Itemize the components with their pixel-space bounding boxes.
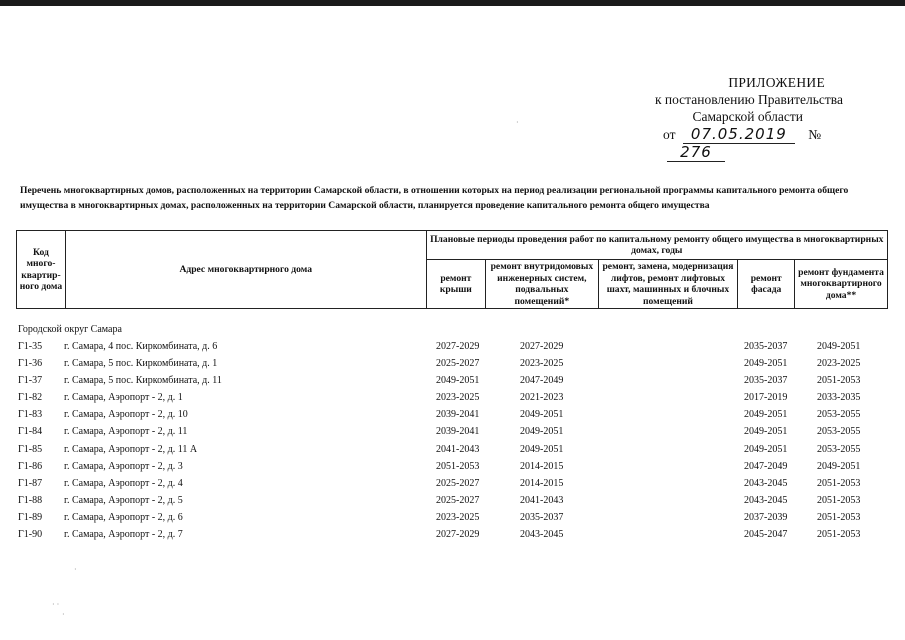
appendix-title: ПРИЛОЖЕНИЕ xyxy=(728,75,825,90)
section-city-samara: Городской округ Самара xyxy=(18,324,122,335)
table-row xyxy=(16,492,888,509)
cell-address: г. Самара, Аэропорт - 2, д. 3 xyxy=(64,460,183,472)
cell-facade: 2047-2049 xyxy=(744,460,788,472)
cell-facade: 2049-2051 xyxy=(744,426,788,438)
cell-facade: 2043-2045 xyxy=(744,477,788,489)
table-row xyxy=(16,441,888,458)
appendix-block xyxy=(583,74,843,162)
cell-engineering: 2043-2045 xyxy=(520,529,564,541)
cell-code: Г1-35 xyxy=(18,341,43,352)
rows-container xyxy=(16,338,888,543)
scan-speck: · xyxy=(516,118,519,127)
cell-address: г. Самара, Аэропорт - 2, д. 11 xyxy=(64,426,188,438)
cell-address: г. Самара, Аэропорт - 2, д. 7 xyxy=(64,529,183,541)
table-row xyxy=(16,338,888,355)
table-row xyxy=(16,423,888,440)
cell-roof: 2023-2025 xyxy=(436,511,480,523)
header-foundation: ремонт фундамента многоквартирного дома** xyxy=(795,260,888,309)
cell-engineering: 2021-2023 xyxy=(520,392,564,404)
document-title: Перечень многоквартирных домов, расположенных на территории Самарской области, в отношении которых на период реализации региональной программы капитального ремонта общего имущества в многоквартирных домах, расположенных на территории Самарской области, планируется проведение капитального ремонта общего имущества xyxy=(20,185,849,211)
header-periods: Плановые периоды проведения работ по капитальному ремонту общего имущества в многоквартирных домах, годы xyxy=(426,231,887,260)
cell-roof: 2039-2041 xyxy=(436,426,480,438)
cell-roof: 2025-2027 xyxy=(436,494,480,506)
cell-roof: 2049-2051 xyxy=(436,375,480,387)
cell-engineering: 2014-2015 xyxy=(520,477,564,489)
cell-code: Г1-90 xyxy=(18,529,43,541)
table-row xyxy=(16,355,888,372)
table-row xyxy=(16,406,888,423)
cell-engineering: 2049-2051 xyxy=(520,426,564,438)
cell-code: Г1-88 xyxy=(18,494,43,506)
cell-foundation: 2033-2035 xyxy=(817,392,861,404)
cell-roof: 2027-2029 xyxy=(436,529,480,541)
table-row xyxy=(16,389,888,406)
cell-facade: 2043-2045 xyxy=(744,494,788,506)
header-roof: ремонт крыши xyxy=(426,260,486,309)
cell-foundation: 2023-2025 xyxy=(817,358,861,370)
cell-address: г. Самара, 5 пос. Киркомбината, д. 11 xyxy=(64,375,222,387)
scan-speck: · · xyxy=(52,600,60,609)
cell-foundation: 2051-2053 xyxy=(817,511,861,523)
cell-foundation: 2049-2051 xyxy=(817,460,861,472)
cell-roof: 2023-2025 xyxy=(436,392,480,404)
cell-facade: 2035-2037 xyxy=(744,375,788,387)
appendix-line-region: Самарской области xyxy=(692,109,803,124)
cell-foundation: 2053-2055 xyxy=(817,443,861,455)
cell-facade: 2037-2039 xyxy=(744,511,788,523)
appendix-date-line xyxy=(583,126,843,162)
cell-facade: 2049-2051 xyxy=(744,443,788,455)
cell-address: г. Самара, Аэропорт - 2, д. 5 xyxy=(64,494,183,506)
cell-engineering: 2035-2037 xyxy=(520,511,564,523)
cell-address: г. Самара, Аэропорт - 2, д. 10 xyxy=(64,409,188,421)
scan-speck: · xyxy=(62,610,65,619)
handwritten-number: 276 xyxy=(667,144,725,162)
cell-address: г. Самара, Аэропорт - 2, д. 11 А xyxy=(64,443,198,455)
table-row xyxy=(16,509,888,526)
cell-address: г. Самара, Аэропорт - 2, д. 6 xyxy=(64,511,183,523)
header-address: Адрес многоквартирного дома xyxy=(65,231,426,309)
cell-code: Г1-36 xyxy=(18,358,43,370)
cell-address: г. Самара, Аэропорт - 2, д. 4 xyxy=(64,477,183,489)
table-row xyxy=(16,372,888,389)
cell-facade: 2049-2051 xyxy=(744,358,788,370)
cell-roof: 2041-2043 xyxy=(436,443,480,455)
header-code: Код много-квартир-ного дома xyxy=(17,231,66,309)
cell-code: Г1-89 xyxy=(18,511,43,523)
cell-facade: 2045-2047 xyxy=(744,529,788,541)
scan-top-border xyxy=(0,0,905,6)
cell-facade: 2049-2051 xyxy=(744,409,788,421)
cell-foundation: 2051-2053 xyxy=(817,529,861,541)
cell-foundation: 2051-2053 xyxy=(817,477,861,489)
header-engineering: ремонт внутридомовых инженерных систем, подвальных помещений* xyxy=(486,260,598,309)
table-row xyxy=(16,458,888,475)
cell-code: Г1-83 xyxy=(18,409,43,421)
cell-foundation: 2051-2053 xyxy=(817,375,861,387)
cell-roof: 2039-2041 xyxy=(436,409,480,421)
cell-facade: 2035-2037 xyxy=(744,341,788,352)
cell-code: Г1-86 xyxy=(18,460,43,472)
table-row xyxy=(16,526,888,543)
cell-engineering: 2027-2029 xyxy=(520,341,564,352)
cell-engineering: 2049-2051 xyxy=(520,409,564,421)
cell-engineering: 2047-2049 xyxy=(520,375,564,387)
cell-address: г. Самара, 4 пос. Киркомбината, д. 6 xyxy=(64,341,218,352)
cell-code: Г1-85 xyxy=(18,443,43,455)
cell-roof: 2025-2027 xyxy=(436,358,480,370)
cell-engineering: 2014-2015 xyxy=(520,460,564,472)
cell-code: Г1-84 xyxy=(18,426,43,438)
cell-engineering: 2041-2043 xyxy=(520,494,564,506)
cell-code: Г1-82 xyxy=(18,392,43,404)
scan-speck: · xyxy=(74,565,77,574)
cell-foundation: 2053-2055 xyxy=(817,426,861,438)
cell-facade: 2017-2019 xyxy=(744,392,788,404)
header-facade: ремонт фасада xyxy=(738,260,795,309)
cell-engineering: 2049-2051 xyxy=(520,443,564,455)
cell-roof: 2051-2053 xyxy=(436,460,480,472)
cell-roof: 2027-2029 xyxy=(436,341,480,352)
table-body xyxy=(16,322,888,543)
cell-engineering: 2023-2025 xyxy=(520,358,564,370)
cell-foundation: 2049-2051 xyxy=(817,341,861,352)
cell-roof: 2025-2027 xyxy=(436,477,480,489)
repair-schedule-table-header xyxy=(16,230,888,309)
from-prefix: от xyxy=(663,127,676,142)
cell-foundation: 2053-2055 xyxy=(817,409,861,421)
cell-address: г. Самара, Аэропорт - 2, д. 1 xyxy=(64,392,183,404)
cell-foundation: 2051-2053 xyxy=(817,494,861,506)
cell-address: г. Самара, 5 пос. Киркомбината, д. 1 xyxy=(64,358,218,370)
cell-code: Г1-87 xyxy=(18,477,43,489)
header-lifts: ремонт, замена, модернизация лифтов, ремонт лифтовых шахт, машинных и блочных помещений xyxy=(598,260,738,309)
handwritten-date: 07.05.2019 xyxy=(683,126,795,144)
table-row xyxy=(16,475,888,492)
number-sign: № xyxy=(808,127,822,142)
cell-code: Г1-37 xyxy=(18,375,43,387)
appendix-line-resolution: к постановлению Правительства xyxy=(654,92,843,107)
